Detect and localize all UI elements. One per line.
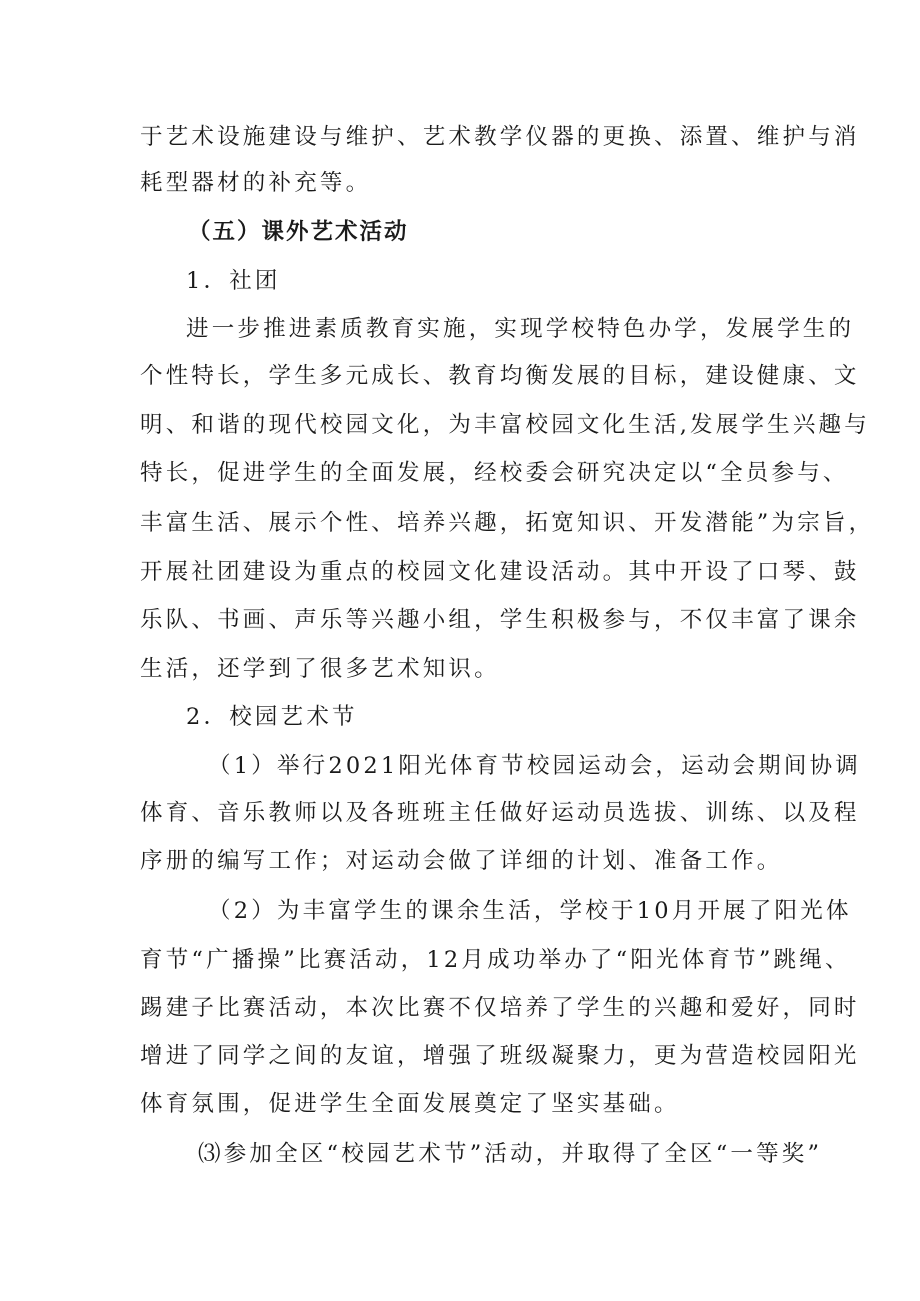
text-line: 开展社团建设为重点的校园文化建设活动。其中开设了口琴、鼓 (140, 559, 860, 585)
text-line: 体育、音乐教师以及各班班主任做好运动员选拔、训练、以及程 (140, 800, 860, 826)
text-line: 生活，还学到了很多艺术知识。 (140, 656, 500, 682)
text-line: 特长，促进学生的全面发展，经校委会研究决定以“全员参与、 (140, 460, 849, 486)
paragraph-first-line: （1）举行2021阳光体育节校园运动会，运动会期间协调 (208, 753, 861, 779)
text-line: 踢建子比赛活动，本次比赛不仅培养了学生的兴趣和爱好，同时 (140, 995, 860, 1021)
text-line: 耗型器材的补充等。 (140, 170, 372, 196)
text-line: 体育氛围，促进学生全面发展奠定了坚实基础。 (140, 1091, 680, 1117)
section-heading: （五）课外艺术活动 (188, 219, 409, 245)
text-line: 序册的编写工作；对运动会做了详细的计划、准备工作。 (140, 848, 783, 874)
text-line: 个性特长，学生多元成长、教育均衡发展的目标，建设健康、文 (140, 363, 860, 389)
text-line: 明、和谐的现代校园文化，为丰富校园文化生活,发展学生兴趣与 (140, 412, 870, 438)
text-line: 丰富生活、展示个性、培养兴趣，拓宽知识、开发潜能”为宗旨， (140, 510, 875, 536)
paragraph-first-line: 进一步推进素质教育实施，实现学校特色办学，发展学生的 (186, 316, 855, 342)
subsection-heading: 2．校园艺术节 (186, 704, 358, 730)
paragraph-first-line: ⑶参加全区“校园艺术节”活动，并取得了全区“一等奖” (198, 1141, 823, 1167)
text-line: 乐队、书画、声乐等兴趣小组，学生积极参与，不仅丰富了课余 (140, 607, 860, 633)
paragraph-first-line: （2）为丰富学生的课余生活，学校于10月开展了阳光体 (208, 898, 852, 924)
text-line: 增进了同学之间的友谊，增强了班级凝聚力，更为营造校园阳光 (140, 1043, 860, 1069)
text-line: 育节“广播操”比赛活动，12月成功举办了“阳光体育节”跳绳、 (140, 947, 851, 973)
subsection-heading: 1．社团 (186, 268, 281, 294)
text-line: 于艺术设施建设与维护、艺术教学仪器的更换、添置、维护与消 (140, 124, 860, 150)
